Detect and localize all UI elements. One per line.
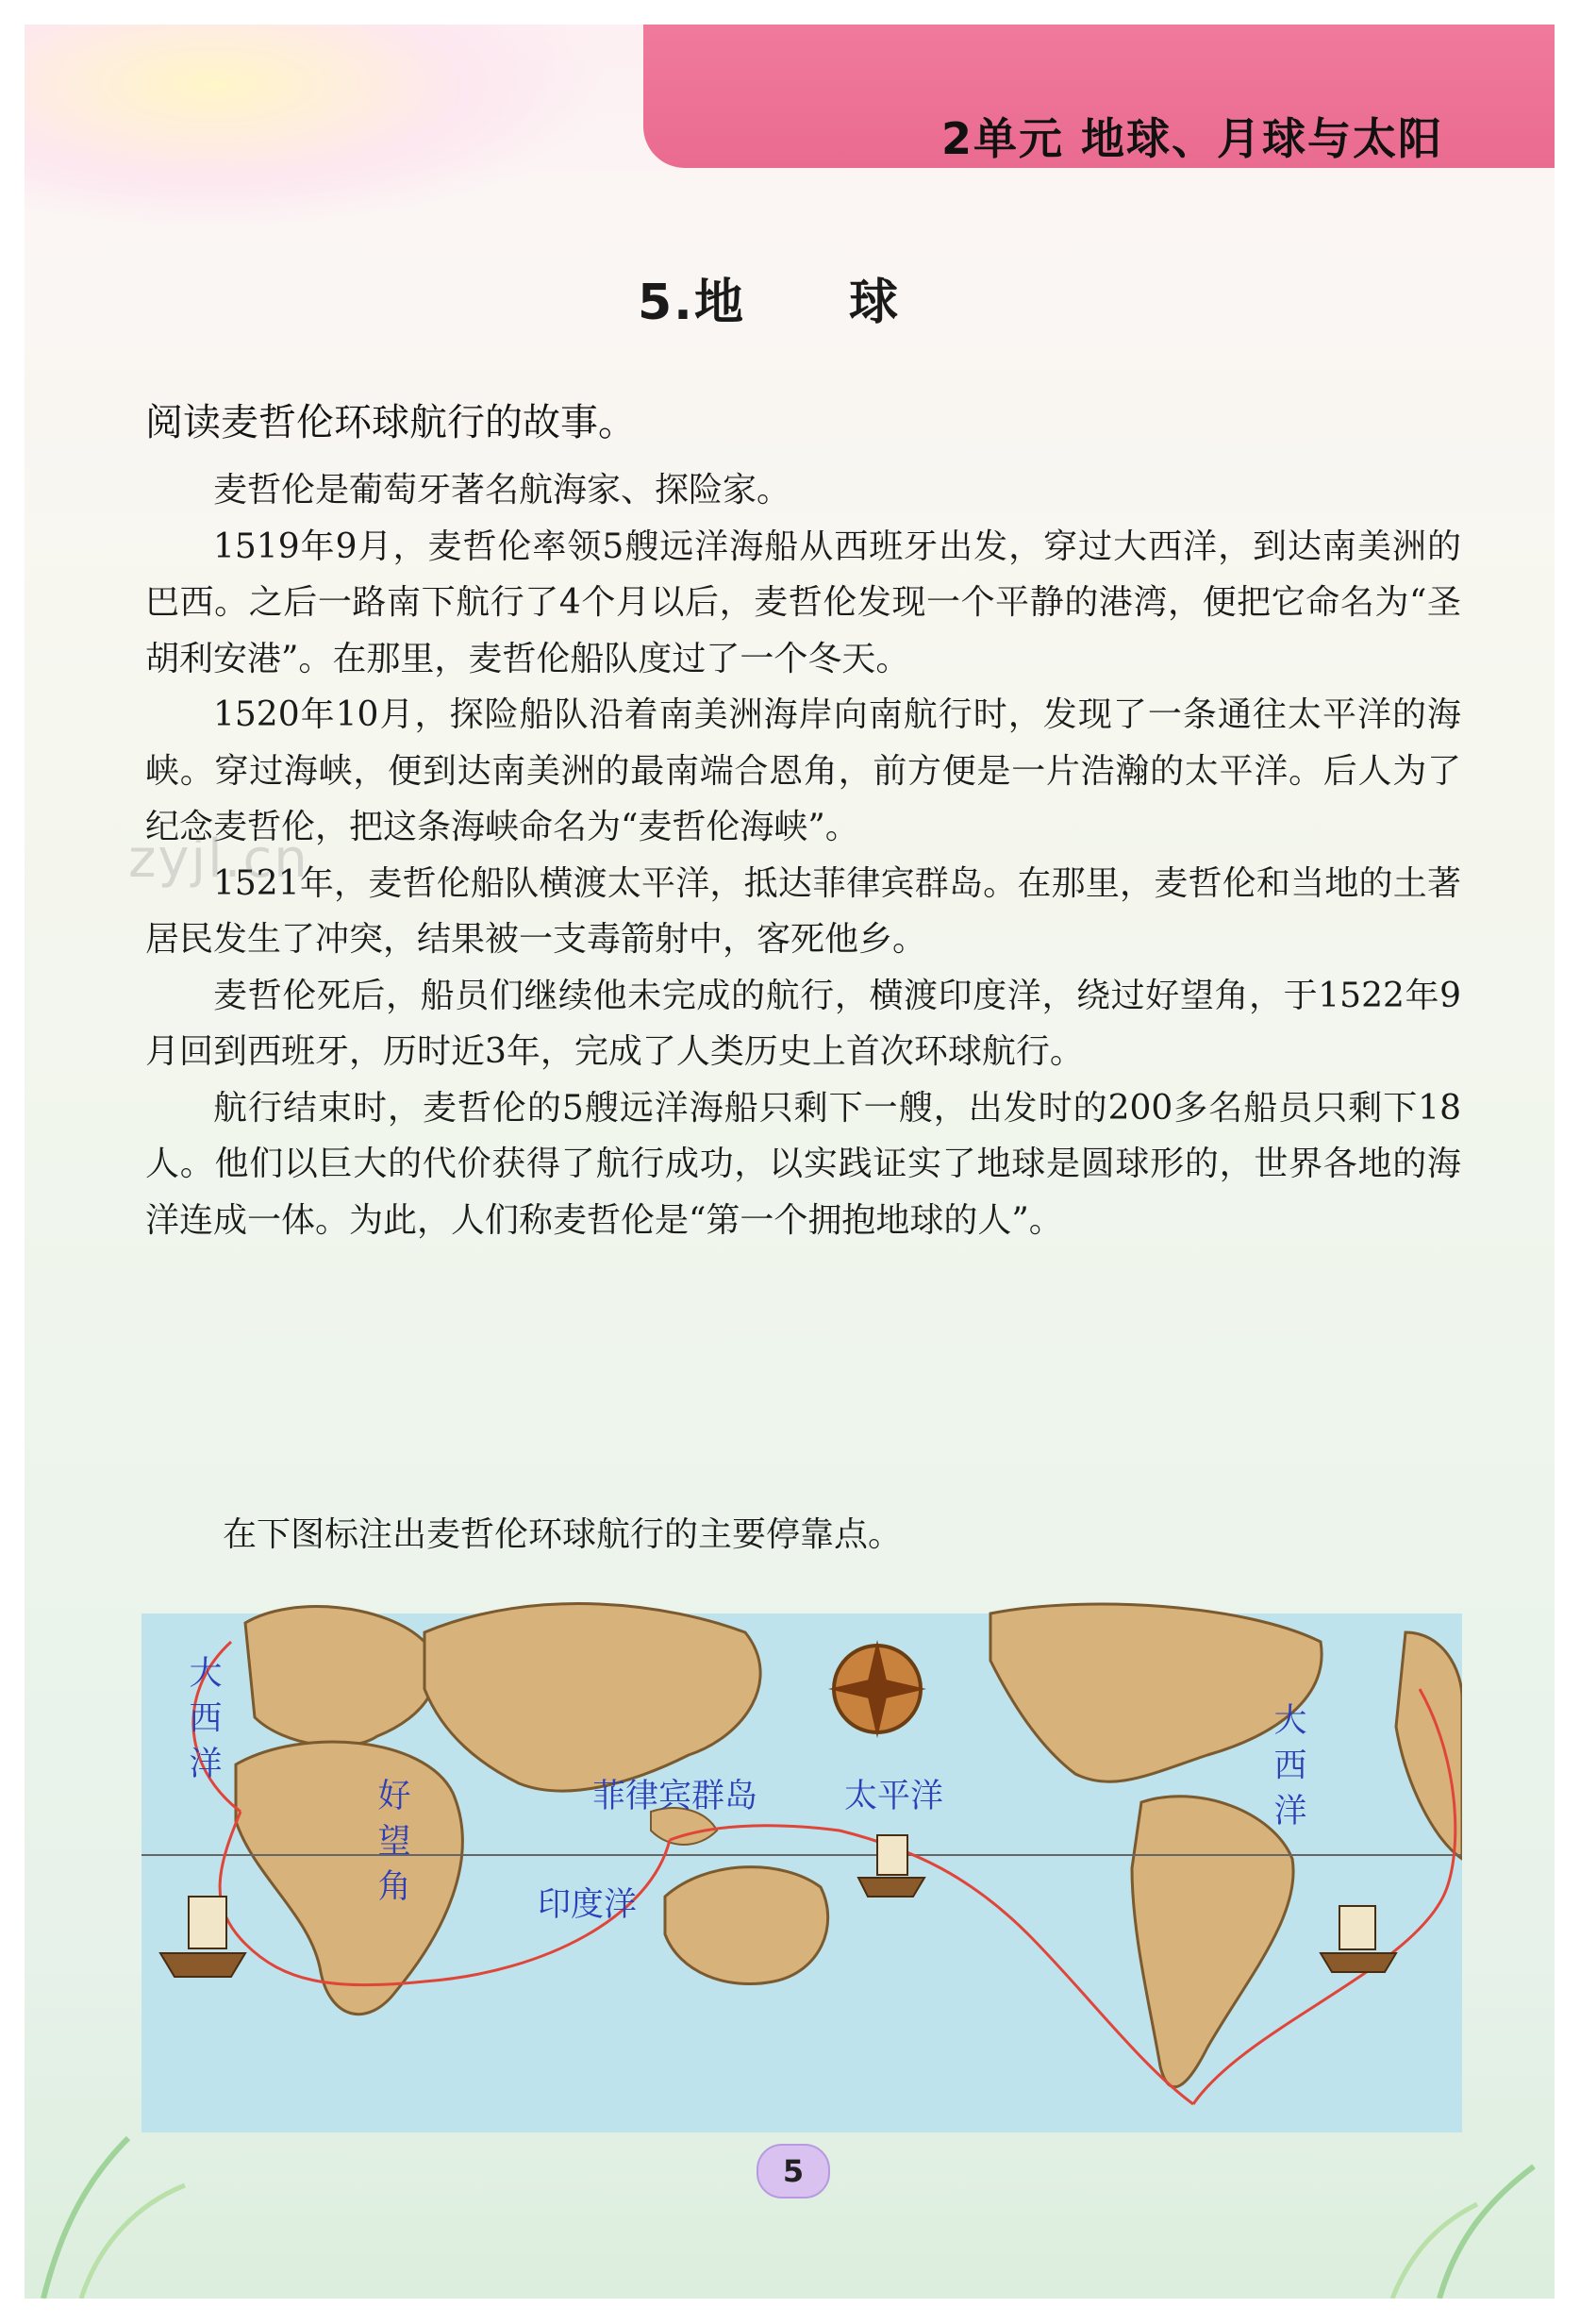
- story-paragraph: 1521年，麦哲伦船队横渡太平洋，抵达菲律宾群岛。在那里，麦哲伦和当地的土著居民发生了冲突，结果被一支毒箭射中，客死他乡。: [145, 863, 1461, 959]
- lesson-title-char-1: 地: [693, 275, 745, 331]
- world-map-illustration: [141, 1576, 1462, 2132]
- story-paragraph: 麦哲伦死后，船员们继续他未完成的航行，横渡印度洋，绕过好望角，于1522年9月回到西班牙，历时近3年，完成了人类历史上首次环球航行。: [145, 976, 1461, 1071]
- story-paragraph: 1519年9月，麦哲伦率领5艘远洋海船从西班牙出发，穿过大西洋，到达南美洲的巴西。之后一路南下航行了4个月以后，麦哲伦发现一个平静的港湾，便把它命名为“圣胡利安港”。在那里，麦哲伦船队度过了一个冬天。: [145, 527, 1461, 678]
- section-heading: 阅读麦哲伦环球航行的故事。: [145, 401, 636, 444]
- lesson-title: [638, 262, 900, 333]
- lesson-number: 5.: [638, 275, 694, 331]
- task-instruction: 在下图标注出麦哲伦环球航行的主要停靠点。: [223, 1515, 903, 1554]
- voyage-map: [141, 1576, 1462, 2132]
- label-philippines: 菲律宾群岛: [592, 1778, 758, 1815]
- label-pacific: 太平洋: [844, 1778, 944, 1815]
- textbook-page: [25, 25, 1555, 2299]
- story-paragraph: 航行结束时，麦哲伦的5艘远洋海船只剩下一艘，出发时的200多名船员只剩下18人。他们以巨大的代价获得了航行成功，以实践证实了地球是圆球形的，世界各地的海洋连成一体。为此，人们称麦哲伦是“第一个拥抱地球的人”。: [145, 1088, 1461, 1240]
- australia-landmass: [665, 1867, 828, 1984]
- watermark: zyjl.cn: [128, 828, 309, 890]
- label-cape-good-hope: 好望角: [377, 1778, 411, 1906]
- story-paragraph: 1520年10月，探险船队沿着南美洲海岸向南航行时，发现了一条通往太平洋的海峡。穿过海峡，便到达南美洲的最南端合恩角，前方便是一片浩瀚的太平洋。后人为了纪念麦哲伦，把这条海峡命名为“麦哲伦海峡”。: [145, 695, 1461, 846]
- lesson-title-char-2: 球: [848, 275, 900, 331]
- unit-header-band: [643, 25, 1555, 168]
- story-paragraph: 麦哲伦是葡萄牙著名航海家、探险家。: [213, 471, 791, 510]
- label-atlantic-west: 大西洋: [189, 1655, 223, 1783]
- label-atlantic-east: 大西洋: [1273, 1702, 1307, 1831]
- unit-title: 2单元 地球、月球与太阳: [940, 113, 1443, 164]
- label-indian-ocean: 印度洋: [538, 1886, 638, 1924]
- page-number: 5: [757, 2144, 830, 2199]
- story-text: [145, 462, 1461, 1248]
